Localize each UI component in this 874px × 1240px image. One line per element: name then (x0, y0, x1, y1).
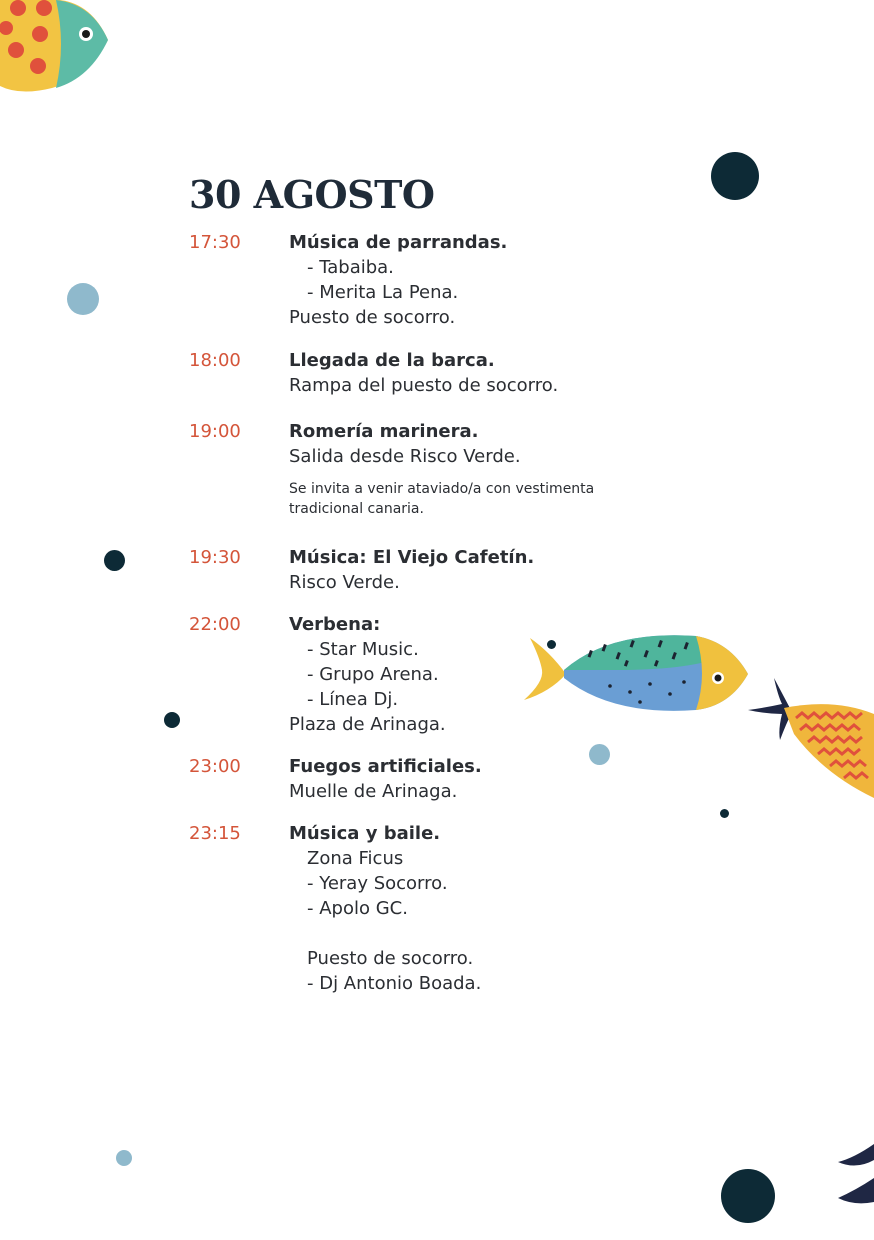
event-time: 17:30 (189, 232, 241, 253)
event-place: Risco Verde. (289, 572, 400, 593)
event-2315 (189, 821, 481, 996)
zone-line: Zona Ficus (307, 848, 404, 869)
decor-dot (711, 152, 759, 200)
event-time: 22:00 (189, 614, 241, 635)
event-title: Música de parrandas. (289, 232, 508, 253)
event-2300 (189, 754, 482, 804)
decor-dot (547, 640, 556, 649)
event-1730 (189, 230, 507, 330)
event-1800 (189, 348, 558, 398)
performer-line: - Star Music. (307, 639, 419, 660)
performer-line: - Tabaiba. (307, 257, 394, 278)
event-title: Música: El Viejo Cafetín. (289, 547, 535, 568)
event-place: Muelle de Arinaga. (289, 781, 458, 802)
event-title: Fuegos artificiales. (289, 756, 482, 777)
event-place: Rampa del puesto de socorro. (289, 375, 559, 396)
event-title: Música y baile. (289, 823, 441, 844)
decor-dot (164, 712, 180, 728)
event-time: 23:15 (189, 823, 241, 844)
event-1930 (189, 545, 534, 595)
decor-dot (589, 744, 610, 765)
performer-line: - Yeray Socorro. (307, 873, 448, 894)
event-title: Llegada de la barca. (289, 350, 495, 371)
event-place: Salida desde Risco Verde. (289, 446, 521, 467)
zone-line: Puesto de socorro. (307, 948, 474, 969)
event-place: Plaza de Arinaga. (289, 714, 446, 735)
decor-dot (67, 283, 99, 315)
fish-yellow-teal-icon (0, 0, 112, 94)
event-time: 18:00 (189, 350, 241, 371)
event-place: Puesto de socorro. (289, 307, 456, 328)
fish-red-orange-icon (744, 674, 874, 800)
performer-line: - Grupo Arena. (307, 664, 439, 685)
event-title: Romería marinera. (289, 421, 479, 442)
performer-line: - Dj Antonio Boada. (307, 973, 482, 994)
event-time: 19:30 (189, 547, 241, 568)
wave-fin-icon (834, 1140, 874, 1210)
decor-dot (720, 809, 729, 818)
decor-dot (104, 550, 125, 571)
performer-line: - Merita La Pena. (307, 282, 459, 303)
page-title: 30 AGOSTO (189, 172, 435, 217)
performer-line: - Apolo GC. (307, 898, 408, 919)
event-time: 23:00 (189, 756, 241, 777)
performer-line: - Línea Dj. (307, 689, 399, 710)
decor-dot (721, 1169, 775, 1223)
decor-dot (116, 1150, 132, 1166)
event-2200 (189, 612, 446, 737)
event-title: Verbena: (289, 614, 381, 635)
event-note: Se invita a venir ataviado/a con vestimenta tradicional canaria. (289, 481, 595, 517)
event-time: 19:00 (189, 421, 241, 442)
event-1900 (189, 419, 639, 519)
